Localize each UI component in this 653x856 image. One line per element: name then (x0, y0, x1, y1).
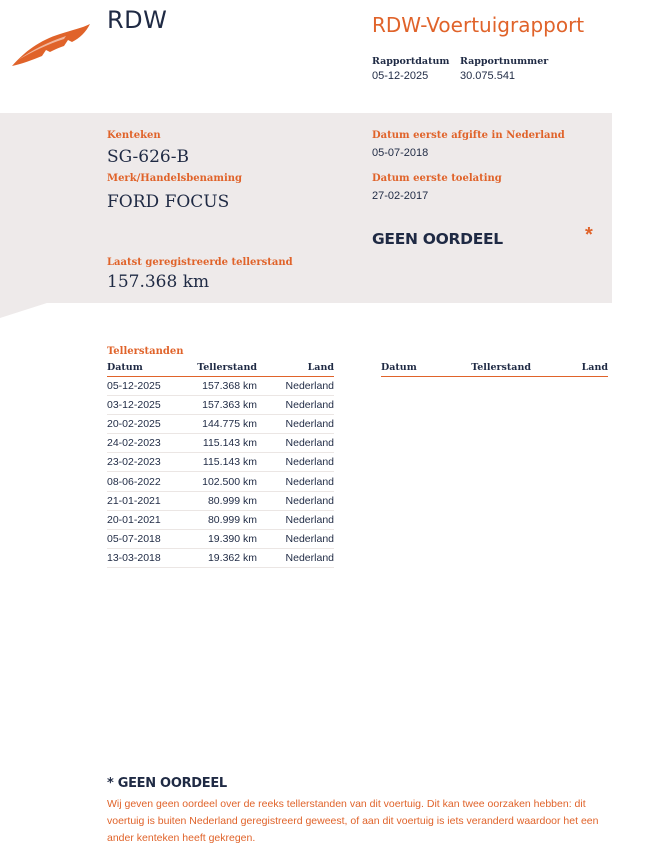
reading-value: 80.999 km (192, 491, 257, 510)
make-value: FORD FOCUS (107, 192, 230, 212)
report-date-label: Rapportdatum (372, 56, 450, 67)
mileage-value: 157.368 km (107, 272, 210, 292)
column-header-country: Land (257, 362, 334, 376)
reading-country: Nederland (257, 414, 334, 433)
mileage-label: Laatst geregistreerde tellerstand (107, 257, 293, 268)
report-title: RDW-Voertuigrapport (372, 13, 585, 37)
first-admission-label: Datum eerste toelating (372, 173, 502, 184)
report-date-block (372, 56, 449, 82)
odometer-table-right (381, 362, 608, 377)
table-row (107, 376, 334, 395)
odometer-section-title: Tellerstanden (107, 346, 184, 357)
reading-country: Nederland (257, 434, 334, 453)
reading-value: 157.363 km (192, 395, 257, 414)
table-row (107, 414, 334, 433)
table-row (107, 434, 334, 453)
reading-date: 13-03-2018 (107, 549, 192, 568)
column-header-date: Datum (107, 362, 192, 376)
reading-value: 102.500 km (192, 472, 257, 491)
first-nl-value: 05-07-2018 (372, 147, 429, 159)
reading-country: Nederland (257, 376, 334, 395)
plate-value: SG-626-B (107, 147, 189, 167)
table-row (107, 395, 334, 414)
reading-date: 24-02-2023 (107, 434, 192, 453)
table-row (107, 491, 334, 510)
table-header-row (107, 362, 334, 376)
column-header-country: Land (531, 362, 608, 376)
reading-date: 08-06-2022 (107, 472, 192, 491)
odometer-table-left (107, 362, 334, 568)
reading-value: 115.143 km (192, 453, 257, 472)
reading-date: 20-01-2021 (107, 510, 192, 529)
footnote-title: * GEEN OORDEEL (107, 776, 227, 791)
rdw-logo-icon (10, 22, 92, 68)
column-header-date: Datum (381, 362, 456, 376)
reading-country: Nederland (257, 549, 334, 568)
table-row (107, 549, 334, 568)
reading-value: 19.362 km (192, 549, 257, 568)
make-label: Merk/Handelsbenaming (107, 173, 243, 184)
table-row (107, 472, 334, 491)
report-date-value: 05-12-2025 (372, 70, 429, 82)
reading-country: Nederland (257, 510, 334, 529)
reading-value: 19.390 km (192, 530, 257, 549)
reading-country: Nederland (257, 491, 334, 510)
band-notch (0, 302, 50, 318)
reading-value: 157.368 km (192, 376, 257, 395)
reading-value: 144.775 km (192, 414, 257, 433)
reading-date: 05-12-2025 (107, 376, 192, 395)
reading-date: 03-12-2025 (107, 395, 192, 414)
first-nl-label: Datum eerste afgifte in Nederland (372, 130, 565, 141)
reading-date: 23-02-2023 (107, 453, 192, 472)
vehicle-summary-band (0, 113, 612, 303)
reading-date: 20-02-2025 (107, 414, 192, 433)
report-number-label: Rapportnummer (460, 56, 549, 67)
table-row (107, 530, 334, 549)
reading-date: 05-07-2018 (107, 530, 192, 549)
first-admission-value: 27-02-2017 (372, 190, 429, 202)
reading-country: Nederland (257, 453, 334, 472)
column-header-reading: Tellerstand (192, 362, 257, 376)
reading-country: Nederland (257, 472, 334, 491)
reading-date: 21-01-2021 (107, 491, 192, 510)
report-number-block (460, 56, 548, 82)
reading-value: 80.999 km (192, 510, 257, 529)
reading-value: 115.143 km (192, 434, 257, 453)
footnote-text: Wij geven geen oordeel over de reeks tellerstanden van dit voertuig. Dit kan twee oorzaken hebben: dit voertuig is buiten Nederland geregistreerd geweest, of aan dit voertuig is iets veranderd waardoor het een ander kenteken heeft gekregen. (107, 798, 599, 844)
column-header-reading: Tellerstand (456, 362, 531, 376)
table-header-row (381, 362, 608, 376)
verdict-text: GEEN OORDEEL (372, 230, 503, 248)
reading-country: Nederland (257, 530, 334, 549)
reading-country: Nederland (257, 395, 334, 414)
brand-name: RDW (107, 6, 168, 34)
table-row (107, 510, 334, 529)
table-row (107, 453, 334, 472)
verdict-footnote-marker: * (585, 224, 593, 246)
report-number-value: 30.075.541 (460, 70, 516, 82)
plate-label: Kenteken (107, 130, 161, 141)
